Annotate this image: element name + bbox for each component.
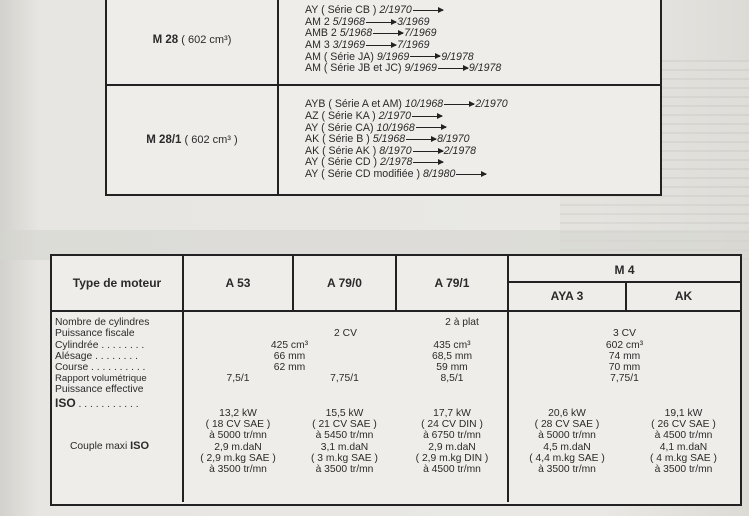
torque-iso: ISO bbox=[130, 440, 150, 452]
value-cylinders: 2 à plat bbox=[445, 317, 479, 328]
vehicle-model: AM 3 bbox=[305, 39, 333, 51]
arrow-icon bbox=[416, 127, 446, 128]
start-date: 2/1970 bbox=[378, 110, 411, 123]
value-ratio-a79-0: 7,75/1 bbox=[330, 373, 359, 384]
engine-application-table bbox=[105, 0, 662, 196]
torque-mkg: ( 4 m.kg SAE ) bbox=[650, 452, 717, 464]
value-displacement-a: 425 cm³ bbox=[270, 340, 309, 351]
power-hp: ( 21 CV SAE ) bbox=[312, 419, 377, 431]
torque-rpm: à 4500 tr/mn bbox=[423, 464, 481, 476]
power-kw: 13,2 kW bbox=[219, 408, 257, 419]
vehicle-model: AM ( Série JA) bbox=[305, 50, 377, 63]
leader-dots: . . . . . . . . . . . bbox=[75, 399, 139, 410]
engine-cell-m28 bbox=[106, 0, 278, 85]
torque-dan: 2,9 m.daN bbox=[428, 441, 476, 453]
value-bore-a: 66 mm bbox=[273, 351, 306, 362]
end-date: 3/1969 bbox=[397, 15, 430, 28]
vehicle-model: AMB 2 bbox=[305, 27, 340, 40]
start-date: 5/1968 bbox=[332, 15, 366, 28]
torque-mkg: ( 2,9 m.kg DIN ) bbox=[415, 452, 489, 464]
label-effective-power: Puissance effective bbox=[55, 384, 144, 395]
vehicle-model: AY ( Série CB ) bbox=[305, 4, 380, 17]
arrow-icon bbox=[456, 174, 486, 175]
power-rpm: à 4500 tr/mn bbox=[654, 430, 713, 442]
start-date: 5/1968 bbox=[372, 133, 406, 146]
arrow-icon bbox=[410, 56, 440, 57]
torque-mkg: ( 3 m.kg SAE ) bbox=[311, 452, 378, 464]
start-date: 10/1968 bbox=[376, 121, 415, 134]
label-bore: Alésage . . . . . . . . bbox=[55, 351, 138, 362]
arrow-icon bbox=[412, 116, 442, 117]
header-ak: AK bbox=[674, 289, 693, 303]
vehicle-list-m28 bbox=[278, 0, 661, 85]
engine-row-m28-1 bbox=[106, 85, 661, 195]
value-displacement-a791: 435 cm³ bbox=[433, 340, 471, 351]
value-fiscal-m4: 3 CV bbox=[613, 328, 636, 339]
vehicle-model: AK ( Série AK ) bbox=[305, 144, 380, 157]
engine-name: M 28/1 bbox=[146, 134, 182, 146]
torque-rpm: à 3500 tr/mn bbox=[654, 464, 713, 476]
m4-subheader-line bbox=[509, 281, 740, 283]
label-stroke: Course . . . . . . . . . . bbox=[55, 362, 146, 373]
end-date: 2/1970 bbox=[475, 98, 508, 111]
end-date: 7/1969 bbox=[397, 39, 430, 51]
torque-label: Couple maxi bbox=[70, 441, 128, 452]
label-iso bbox=[55, 398, 139, 410]
end-date: 8/1970 bbox=[437, 133, 470, 146]
value-bore-m4: 74 mm bbox=[608, 351, 641, 362]
vehicle-line bbox=[305, 63, 660, 75]
label-displacement: Cylindrée . . . . . . . . bbox=[55, 340, 145, 351]
power-torque-aya3 bbox=[509, 408, 625, 475]
arrow-icon bbox=[366, 22, 396, 23]
power-kw: 19,1 kW bbox=[664, 408, 703, 419]
value-fiscal-a: 2 CV bbox=[334, 328, 357, 339]
power-rpm: à 5000 tr/mn bbox=[538, 430, 596, 442]
vehicle-model: AK ( Série B ) bbox=[305, 133, 373, 146]
power-torque-a79-0 bbox=[294, 408, 395, 475]
header-engine-type: Type de moteur bbox=[72, 276, 162, 290]
end-date: 7/1969 bbox=[404, 27, 437, 40]
vehicle-model: AZ ( Série KA ) bbox=[305, 110, 379, 123]
header-aya3: AYA 3 bbox=[550, 289, 584, 303]
torque-dan: 4,5 m.daN bbox=[543, 441, 591, 453]
engine-row-m28 bbox=[106, 0, 661, 85]
vehicle-model: AY ( Série CD modifiée ) bbox=[305, 167, 423, 180]
torque-rpm: à 3500 tr/mn bbox=[315, 464, 374, 476]
label-compression: Rapport volumétrique bbox=[55, 373, 147, 384]
label-fiscal-power: Puissance fiscale bbox=[55, 328, 135, 339]
value-ratio-a53: 7,5/1 bbox=[226, 373, 250, 384]
power-torque-a53 bbox=[184, 408, 292, 475]
arrow-icon bbox=[413, 10, 443, 11]
vehicle-model: AY ( Série CD ) bbox=[305, 156, 380, 169]
label-cylinders: Nombre de cylindres bbox=[55, 317, 150, 328]
arrow-icon bbox=[373, 33, 403, 34]
value-stroke-a: 62 mm bbox=[273, 362, 306, 373]
vehicle-model: AM ( Série JB et JC) bbox=[305, 62, 405, 75]
start-date: 8/1970 bbox=[379, 144, 412, 157]
arrow-icon bbox=[413, 162, 443, 163]
engine-capacity: ( 602 cm³) bbox=[181, 34, 232, 46]
header-a79-1: A 79/1 bbox=[434, 276, 470, 290]
torque-mkg: ( 4,4 m.kg SAE ) bbox=[529, 452, 605, 464]
arrow-icon bbox=[406, 139, 436, 140]
iso-label: ISO bbox=[55, 396, 76, 410]
torque-dan: 3,1 m.daN bbox=[320, 441, 369, 453]
value-displacement-m4: 602 cm³ bbox=[605, 340, 644, 351]
header-a79-0: A 79/0 bbox=[327, 276, 362, 290]
power-hp: ( 26 CV SAE ) bbox=[651, 419, 716, 431]
value-ratio-m4: 7,75/1 bbox=[610, 373, 639, 384]
torque-rpm: à 3500 tr/mn bbox=[538, 464, 596, 476]
power-kw: 20,6 kW bbox=[548, 408, 586, 419]
value-stroke-m4: 70 mm bbox=[608, 362, 641, 373]
engine-spec-table bbox=[50, 254, 742, 506]
arrow-icon bbox=[444, 104, 474, 105]
value-bore-a791: 68,5 mm bbox=[431, 351, 473, 362]
label-torque bbox=[70, 441, 149, 452]
arrow-icon bbox=[413, 151, 443, 152]
value-stroke-a791: 59 mm bbox=[436, 362, 468, 373]
power-hp: ( 28 CV SAE ) bbox=[534, 419, 600, 431]
start-date: 8/1980 bbox=[422, 167, 456, 180]
power-kw: 17,7 kW bbox=[433, 408, 471, 419]
torque-dan: 4,1 m.daN bbox=[659, 441, 708, 453]
arrow-icon bbox=[438, 68, 468, 69]
engine-name: M 28 bbox=[152, 34, 179, 46]
engine-cell-m28-1 bbox=[106, 85, 278, 195]
start-date: 10/1968 bbox=[404, 98, 444, 111]
start-date: 5/1968 bbox=[339, 27, 373, 40]
power-rpm: à 5000 tr/mn bbox=[209, 430, 267, 442]
power-kw: 15,5 kW bbox=[325, 408, 364, 419]
vehicle-model: AM 2 bbox=[305, 15, 333, 28]
vehicle-line bbox=[305, 169, 660, 181]
start-date: 2/1970 bbox=[379, 4, 412, 17]
end-date: 9/1978 bbox=[441, 50, 474, 63]
end-date: 2/1978 bbox=[443, 144, 476, 157]
header-a53: A 53 bbox=[225, 276, 251, 290]
header-m4: M 4 bbox=[614, 263, 635, 277]
torque-rpm: à 3500 tr/mn bbox=[209, 464, 267, 476]
start-date: 3/1969 bbox=[332, 39, 366, 51]
start-date: 9/1969 bbox=[404, 62, 437, 75]
power-hp: ( 18 CV SAE ) bbox=[205, 419, 271, 431]
torque-dan: 2,9 m.daN bbox=[214, 441, 262, 453]
power-rpm: à 6750 tr/mn bbox=[423, 430, 481, 442]
value-ratio-a79-1: 8,5/1 bbox=[440, 373, 464, 384]
arrow-icon bbox=[366, 45, 396, 46]
power-torque-ak bbox=[627, 408, 740, 475]
start-date: 2/1978 bbox=[379, 156, 413, 169]
engine-capacity: ( 602 cm³ ) bbox=[184, 134, 238, 146]
vehicle-model: AY ( Série CA) bbox=[305, 121, 377, 134]
power-hp: ( 24 CV DIN ) bbox=[421, 419, 483, 431]
vehicle-model: AYB ( Série A et AM) bbox=[305, 98, 405, 111]
power-rpm: à 5450 tr/mn bbox=[315, 430, 374, 442]
end-date: 9/1978 bbox=[468, 62, 502, 75]
torque-mkg: ( 2,9 m.kg SAE ) bbox=[200, 452, 276, 464]
power-torque-a79-1 bbox=[397, 408, 507, 475]
vehicle-list-m28-1 bbox=[278, 85, 661, 195]
start-date: 9/1969 bbox=[376, 50, 410, 63]
